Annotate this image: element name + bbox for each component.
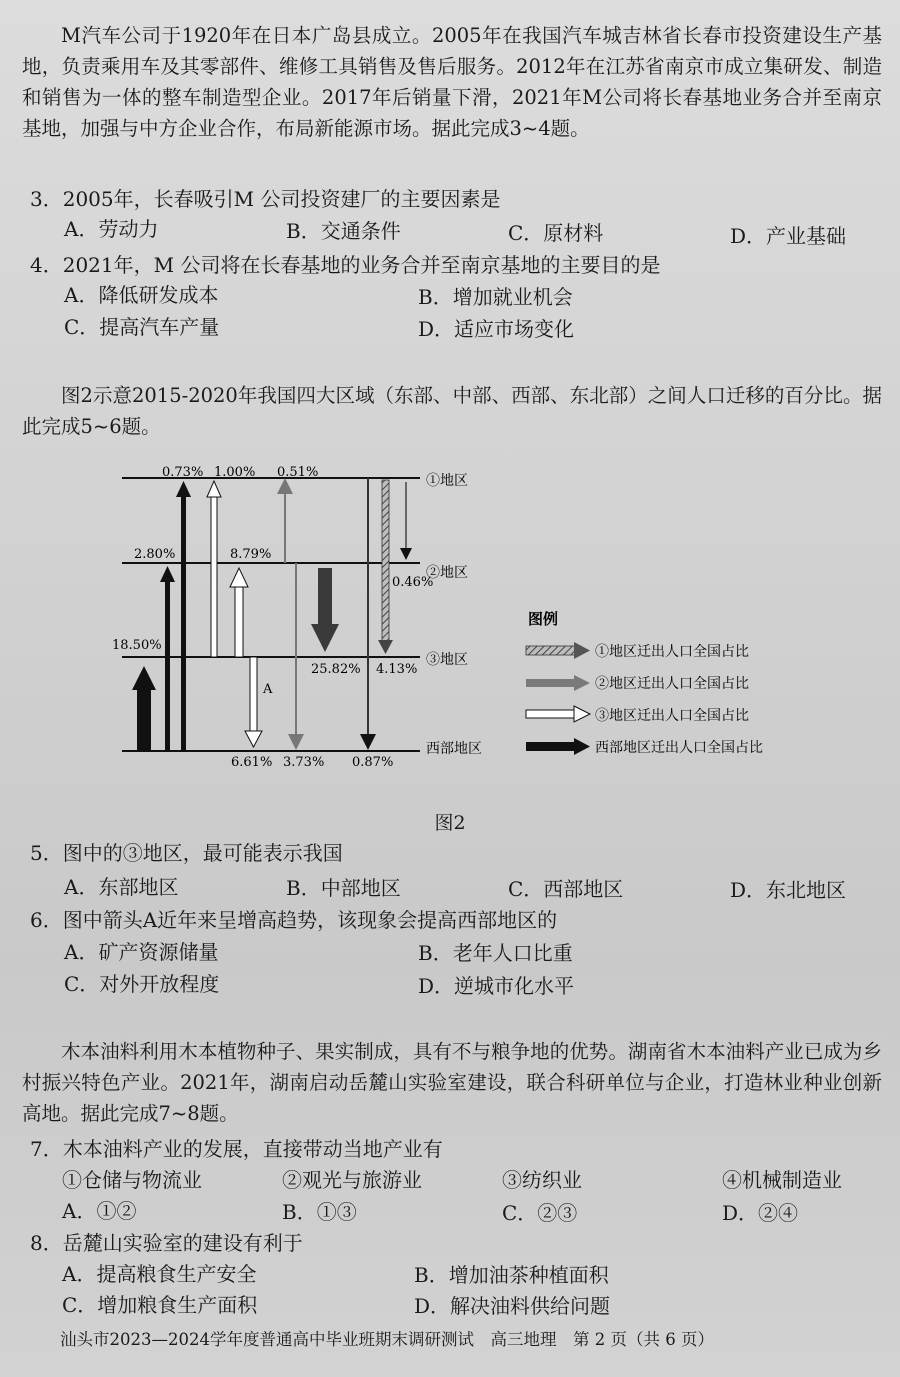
arrow-west-to-1 bbox=[176, 481, 191, 751]
legend-label-3: ③地区迁出人口全国占比 bbox=[595, 708, 749, 724]
region-1-label: ①地区 bbox=[426, 473, 468, 489]
arrow-3-to-1 bbox=[207, 481, 221, 657]
legend-title: 图例 bbox=[528, 610, 559, 628]
q3-option-c: C．原材料 bbox=[508, 221, 604, 245]
region-3-label: ③地区 bbox=[426, 652, 468, 668]
q3-option-b: B．交通条件 bbox=[286, 219, 401, 243]
label-3-to-west: 6.61% bbox=[231, 755, 273, 770]
legend-label-2: ②地区迁出人口全国占比 bbox=[595, 676, 749, 692]
question-4-stem: 4．2021年，M 公司将在长春基地的业务合并至南京基地的主要目的是 bbox=[30, 253, 661, 277]
label-1-to-3: 4.13% bbox=[376, 662, 418, 677]
passage-migration bbox=[22, 380, 882, 442]
legend-label-1: ①地区迁出人口全国占比 bbox=[595, 644, 749, 660]
passage-woody-oil bbox=[22, 1036, 882, 1129]
q7-item-2: ②观光与旅游业 bbox=[282, 1168, 422, 1192]
legend-item-4 bbox=[526, 738, 763, 756]
passage-text: M汽车公司于1920年在日本广岛县成立。2005年在我国汽车城吉林省长春市投资建设生产基地，负责乘用车及其零部件、维修工具销售及售后服务。2012年在江苏省南京市成立集研发、制造和销售为一体的整车制造型企业。2017年后销量下滑，2021年M公司将长春基地业务合并至南京基地，加强与中方企业合作，布局新能源市场。据此完成3~4题。 bbox=[22, 24, 882, 140]
label-3-to-2: 8.79% bbox=[230, 547, 272, 562]
arrow-2-to-3 bbox=[311, 568, 339, 652]
q7-option-a: A．①② bbox=[62, 1199, 137, 1223]
label-west-to-1: 0.73% bbox=[162, 465, 204, 480]
passage-auto-company bbox=[22, 20, 882, 144]
passage-text: 图2示意2015-2020年我国四大区域（东部、中部、西部、东北部）之间人口迁移的百分比。据此完成5~6题。 bbox=[22, 384, 882, 438]
figure-caption: 图2 bbox=[434, 812, 466, 834]
q7-item-1: ①仓储与物流业 bbox=[62, 1168, 202, 1192]
question-5-stem: 5．图中的③地区，最可能表示我国 bbox=[30, 841, 343, 865]
q4-option-a: A．降低研发成本 bbox=[64, 283, 219, 307]
label-2-to-3: 25.82% bbox=[311, 662, 361, 677]
label-1-to-2: 0.46% bbox=[392, 575, 434, 590]
question-3-stem: 3．2005年，长春吸引M 公司投资建厂的主要因素是 bbox=[30, 187, 501, 211]
q4-option-d: D．适应市场变化 bbox=[418, 317, 575, 341]
page-footer: 汕头市2023—2024学年度普通高中毕业班期末调研测试 高三地理 第 2 页（共 6 页） bbox=[60, 1330, 714, 1349]
arrow-3-to-2 bbox=[230, 568, 248, 657]
region-2-label: ②地区 bbox=[426, 565, 468, 581]
label-west-to-3: 18.50% bbox=[112, 638, 162, 653]
question-6-stem: 6．图中箭头A近年来呈增高趋势，该现象会提高西部地区的 bbox=[30, 908, 558, 932]
label-2-to-west: 3.73% bbox=[283, 755, 325, 770]
arrow-a-3-to-west bbox=[245, 657, 262, 747]
q4-option-b: B．增加就业机会 bbox=[418, 285, 573, 309]
label-3-to-1: 1.00% bbox=[214, 465, 256, 480]
legend-item-1 bbox=[526, 642, 749, 660]
q4-option-c: C．提高汽车产量 bbox=[64, 315, 220, 339]
migration-diagram bbox=[0, 440, 900, 800]
passage-text: 木本油料利用木本植物种子、果实制成，具有不与粮争地的优势。湖南省木本油料产业已成为乡村振兴特色产业。2021年，湖南启动岳麓山实验室建设，联合科研单位与企业，打造林业种业创新高地。据此完成7~8题。 bbox=[22, 1040, 882, 1125]
q8-option-b: B．增加油茶种植面积 bbox=[414, 1263, 609, 1287]
q3-option-a: A．劳动力 bbox=[64, 217, 159, 241]
arrow-1-to-3 bbox=[378, 480, 393, 654]
q6-option-d: D．逆城市化水平 bbox=[418, 974, 575, 998]
label-1-to-west: 0.87% bbox=[352, 755, 394, 770]
question-7-stem: 7．木本油料产业的发展，直接带动当地产业有 bbox=[30, 1137, 443, 1161]
q6-option-c: C．对外开放程度 bbox=[64, 972, 220, 996]
q8-option-d: D．解决油料供给问题 bbox=[414, 1294, 611, 1318]
region-west-label: 西部地区 bbox=[426, 741, 482, 757]
arrow-west-to-3 bbox=[132, 666, 156, 751]
label-2-to-1: 0.51% bbox=[277, 465, 319, 480]
label-west-to-2: 2.80% bbox=[134, 547, 176, 562]
q6-option-b: B．老年人口比重 bbox=[418, 941, 573, 965]
q5-option-c: C．西部地区 bbox=[508, 877, 624, 901]
q8-option-a: A．提高粮食生产安全 bbox=[62, 1262, 257, 1286]
q8-option-c: C．增加粮食生产面积 bbox=[62, 1293, 258, 1317]
q7-item-4: ④机械制造业 bbox=[722, 1168, 842, 1192]
arrow-a-label: A bbox=[263, 682, 273, 697]
arrow-west-to-2 bbox=[160, 566, 175, 751]
q5-option-b: B．中部地区 bbox=[286, 876, 401, 900]
q6-option-a: A．矿产资源储量 bbox=[64, 940, 219, 964]
question-8-stem: 8．岳麓山实验室的建设有利于 bbox=[30, 1231, 303, 1255]
legend-item-3 bbox=[526, 706, 749, 724]
q7-option-b: B．①③ bbox=[282, 1200, 357, 1224]
q5-option-d: D．东北地区 bbox=[730, 878, 847, 902]
legend-label-4: 西部地区迁出人口全国占比 bbox=[595, 740, 763, 756]
q7-option-d: D．②④ bbox=[722, 1201, 799, 1225]
q7-option-c: C．②③ bbox=[502, 1201, 578, 1225]
q7-item-3: ③纺织业 bbox=[502, 1168, 582, 1192]
q3-option-d: D．产业基础 bbox=[730, 224, 847, 248]
q5-option-a: A．东部地区 bbox=[64, 875, 179, 899]
legend-item-2 bbox=[526, 675, 749, 692]
